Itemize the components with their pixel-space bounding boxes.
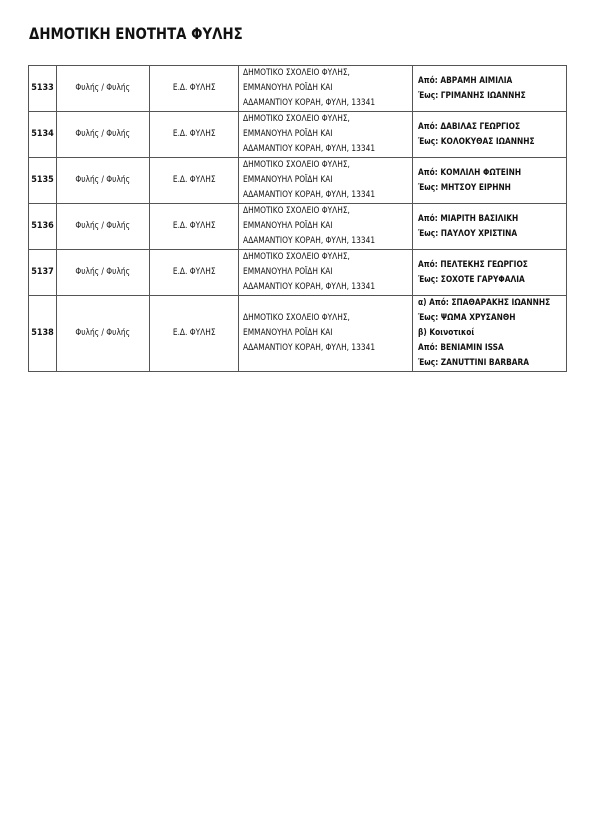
table-row (29, 158, 567, 204)
municipality-name: Φυλής / Φυλής (75, 129, 131, 139)
station-code: 5134 (29, 112, 57, 158)
location-line: ΔΗΜΟΤΙΚΟ ΣΧΟΛΕΙΟ ΦΥΛΗΣ, (243, 313, 350, 323)
municipality-cell (57, 250, 150, 296)
table-row (29, 204, 567, 250)
station-code: 5138 (29, 296, 57, 372)
range-line: Από: ΠΕΛΤΕΚΗΣ ΓΕΩΡΓΙΟΣ (418, 259, 528, 270)
location-line: ΕΜΜΑΝΟΥΗΛ ΡΟΪΔΗ ΚΑΙ (243, 267, 333, 277)
range-line: Από: ΑΒΡΑΜΗ ΑΙΜΙΛΙΑ (418, 75, 513, 86)
unit-cell (150, 250, 239, 296)
voter-range-cell (413, 296, 567, 372)
range-line: Έως: ZANUTTINI BARBARA (418, 358, 530, 368)
location-cell (239, 204, 413, 250)
municipality-name: Φυλής / Φυλής (75, 267, 131, 277)
location-line: ΕΜΜΑΝΟΥΗΛ ΡΟΪΔΗ ΚΑΙ (243, 175, 333, 185)
station-code: 5136 (29, 204, 57, 250)
voter-range-cell (413, 250, 567, 296)
municipal-unit: Ε.Δ. ΦΥΛΗΣ (172, 129, 216, 139)
municipality-cell (57, 204, 150, 250)
location-line: ΔΗΜΟΤΙΚΟ ΣΧΟΛΕΙΟ ΦΥΛΗΣ, (243, 252, 350, 262)
range-line: Έως: ΠΑΥΛΟΥ ΧΡΙΣΤΙΝΑ (418, 228, 518, 239)
municipality-name: Φυλής / Φυλής (75, 221, 131, 231)
unit-cell (150, 204, 239, 250)
location-cell (239, 250, 413, 296)
location-line: ΕΜΜΑΝΟΥΗΛ ΡΟΪΔΗ ΚΑΙ (243, 221, 333, 231)
table-row (29, 296, 567, 372)
range-line: Έως: ΓΡΙΜΑΝΗΣ ΙΩΑΝΝΗΣ (418, 90, 526, 101)
range-line: Έως: ΣΟΧΟΤΕ ΓΑΡΥΦΑΛΙΑ (418, 274, 525, 285)
polling-stations-table (28, 65, 567, 372)
municipality-name: Φυλής / Φυλής (75, 328, 131, 338)
range-line: Έως: ΨΩΜΑ ΧΡΥΣΑΝΘΗ (418, 313, 516, 323)
location-line: ΑΔΑΜΑΝΤΙΟΥ ΚΟΡΑΗ, ΦΥΛΗ, 13341 (243, 144, 376, 154)
municipality-name: Φυλής / Φυλής (75, 175, 131, 185)
location-line: ΕΜΜΑΝΟΥΗΛ ΡΟΪΔΗ ΚΑΙ (243, 129, 333, 139)
location-cell (239, 296, 413, 372)
location-cell (239, 112, 413, 158)
unit-cell (150, 112, 239, 158)
municipal-unit: Ε.Δ. ΦΥΛΗΣ (172, 83, 216, 93)
table-row (29, 250, 567, 296)
municipality-cell (57, 112, 150, 158)
voter-range-cell (413, 158, 567, 204)
range-line: Έως: ΜΗΤΣΟΥ ΕΙΡΗΝΗ (418, 182, 511, 193)
range-line: Έως: ΚΟΛΟΚΥΘΑΣ ΙΩΑΝΝΗΣ (418, 136, 535, 147)
range-line: Από: ΚΟΜΛΙΛΗ ΦΩΤΕΙΝΗ (418, 167, 522, 178)
range-line: β) Κοινοτικοί (418, 328, 475, 338)
unit-cell (150, 66, 239, 112)
municipal-unit: Ε.Δ. ΦΥΛΗΣ (172, 175, 216, 185)
station-code: 5135 (29, 158, 57, 204)
range-line: Από: ΜΙΑΡΙΤΗ ΒΑΣΙΛΙΚΗ (418, 213, 519, 224)
location-line: ΑΔΑΜΑΝΤΙΟΥ ΚΟΡΑΗ, ΦΥΛΗ, 13341 (243, 190, 376, 200)
municipality-cell (57, 66, 150, 112)
page-title: ΔΗΜΟΤΙΚΗ ΕΝΟΤΗΤΑ ΦΥΛΗΣ (29, 25, 243, 43)
unit-cell (150, 158, 239, 204)
location-line: ΑΔΑΜΑΝΤΙΟΥ ΚΟΡΑΗ, ΦΥΛΗ, 13341 (243, 236, 376, 246)
station-code: 5137 (29, 250, 57, 296)
location-line: ΔΗΜΟΤΙΚΟ ΣΧΟΛΕΙΟ ΦΥΛΗΣ, (243, 68, 350, 78)
location-line: ΔΗΜΟΤΙΚΟ ΣΧΟΛΕΙΟ ΦΥΛΗΣ, (243, 114, 350, 124)
location-line: ΑΔΑΜΑΝΤΙΟΥ ΚΟΡΑΗ, ΦΥΛΗ, 13341 (243, 98, 376, 108)
municipal-unit: Ε.Δ. ΦΥΛΗΣ (172, 267, 216, 277)
municipality-cell (57, 158, 150, 204)
range-line: Από: BENIAMIN ISSA (418, 343, 504, 353)
station-code: 5133 (29, 66, 57, 112)
location-line: ΔΗΜΟΤΙΚΟ ΣΧΟΛΕΙΟ ΦΥΛΗΣ, (243, 206, 350, 216)
location-line: ΑΔΑΜΑΝΤΙΟΥ ΚΟΡΑΗ, ΦΥΛΗ, 13341 (243, 282, 376, 292)
location-cell (239, 158, 413, 204)
location-line: ΔΗΜΟΤΙΚΟ ΣΧΟΛΕΙΟ ΦΥΛΗΣ, (243, 160, 350, 170)
municipality-cell (57, 296, 150, 372)
table-row (29, 66, 567, 112)
voter-range-cell (413, 66, 567, 112)
municipal-unit: Ε.Δ. ΦΥΛΗΣ (172, 328, 216, 338)
municipal-unit: Ε.Δ. ΦΥΛΗΣ (172, 221, 216, 231)
location-line: ΑΔΑΜΑΝΤΙΟΥ ΚΟΡΑΗ, ΦΥΛΗ, 13341 (243, 343, 376, 353)
voter-range-cell (413, 112, 567, 158)
unit-cell (150, 296, 239, 372)
range-line: α) Από: ΣΠΑΘΑΡΑΚΗΣ ΙΩΑΝΝΗΣ (418, 298, 551, 308)
voter-range-cell (413, 204, 567, 250)
location-line: ΕΜΜΑΝΟΥΗΛ ΡΟΪΔΗ ΚΑΙ (243, 328, 333, 338)
range-line: Από: ΔΑΒΙΛΑΣ ΓΕΩΡΓΙΟΣ (418, 121, 521, 132)
municipality-name: Φυλής / Φυλής (75, 83, 131, 93)
location-line: ΕΜΜΑΝΟΥΗΛ ΡΟΪΔΗ ΚΑΙ (243, 83, 333, 93)
table-row (29, 112, 567, 158)
location-cell (239, 66, 413, 112)
